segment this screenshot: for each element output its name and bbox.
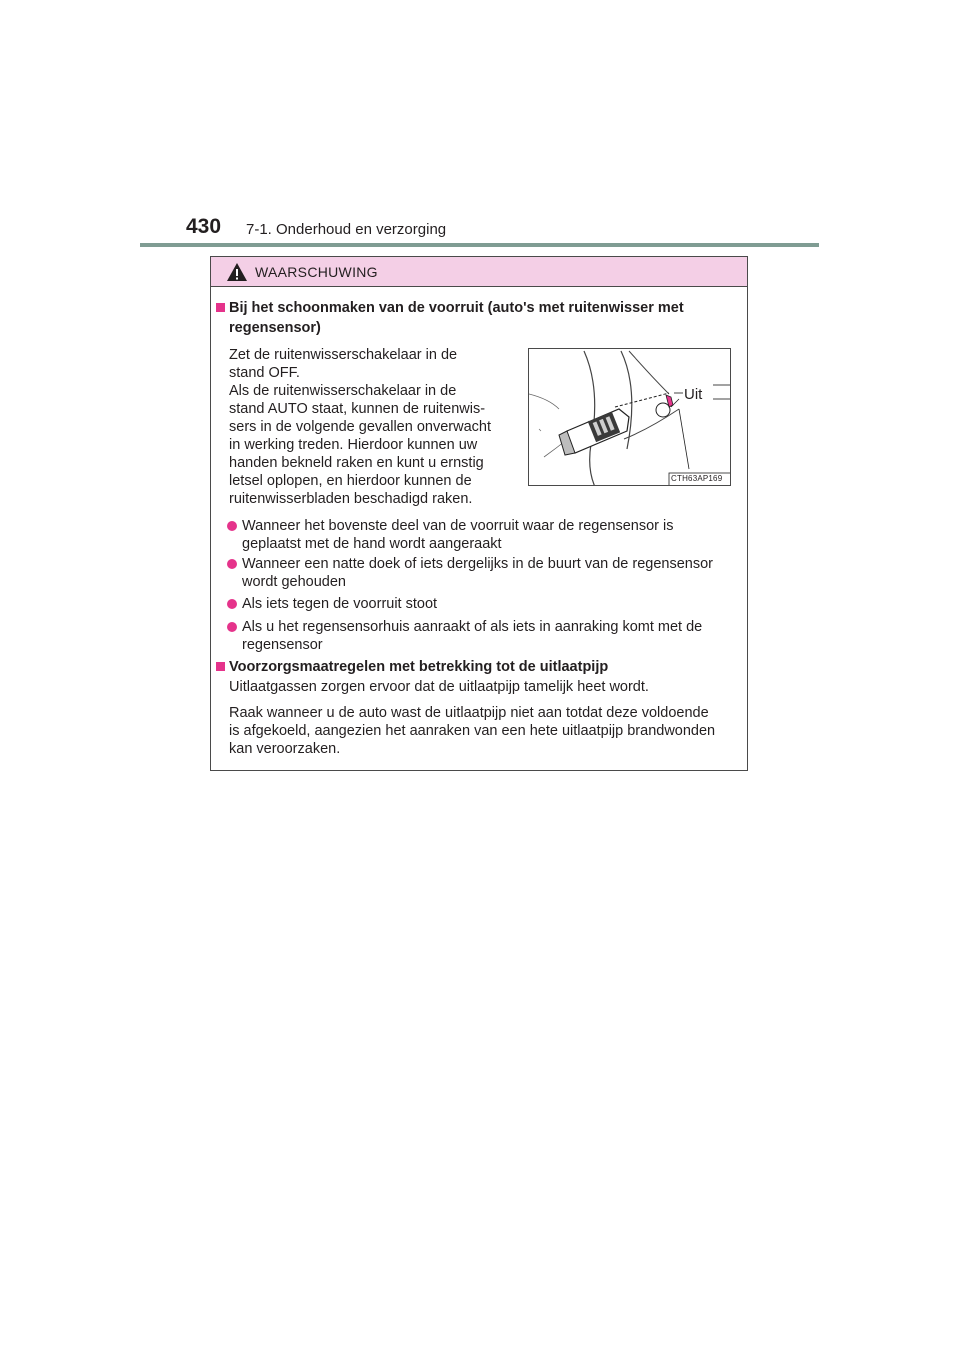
intro-line: Als de ruitenwisserschakelaar in de [229, 383, 457, 399]
intro-line: stand AUTO staat, kunnen de ruitenwis- [229, 401, 486, 417]
warning-title: WAARSCHUWING [255, 264, 378, 280]
intro-line: Zet de ruitenwisserschakelaar in de [229, 347, 458, 363]
warning-box [210, 256, 748, 771]
bullet-text-continued: regensensor [242, 637, 323, 653]
intro-line: in werking treden. Hierdoor kunnen uw [229, 437, 478, 453]
paragraph-line: Raak wanneer u de auto wast de uitlaatpijp niet aan totdat deze voldoende [229, 705, 709, 721]
intro-line: stand OFF. [229, 365, 300, 381]
figure-code: CTH63AP169 [671, 474, 723, 483]
section-heading: Bij het schoonmaken van de voorruit (auto's met ruitenwisser met [229, 300, 684, 316]
section-marker [216, 303, 225, 312]
paragraph-line: is afgekoeld, aangezien het aanraken van een hete uitlaatpijp brandwonden [229, 723, 716, 739]
bullet-icon [227, 521, 237, 531]
bullet-text: Wanneer een natte doek of iets dergelijks in de buurt van de regensensor [242, 556, 714, 572]
bullet-icon [227, 559, 237, 569]
intro-line: sers in de volgende gevallen onverwacht [229, 419, 491, 435]
section-heading: Voorzorgsmaatregelen met betrekking tot de uitlaatpijp [229, 659, 609, 675]
bullet-text-continued: wordt gehouden [242, 574, 346, 590]
intro-line: letsel oplopen, en hierdoor kunnen de [229, 473, 472, 489]
warning-triangle-icon [226, 262, 248, 282]
bullet-text: Als iets tegen de voorruit stoot [242, 596, 438, 612]
section-heading-continued: regensensor) [229, 320, 321, 336]
bullet-icon [227, 622, 237, 632]
bullet-text: Als u het regensensorhuis aanraakt of als iets in aanraking komt met de [242, 619, 703, 635]
section-marker [216, 662, 225, 671]
figure-label-off: Uit [684, 386, 703, 403]
bullet-text: Wanneer het bovenste deel van de voorruit waar de regensensor is [242, 518, 674, 534]
wiper-lever-drawing [529, 349, 731, 486]
warning-header [211, 257, 747, 287]
section-title: 7-1. Onderhoud en verzorging [246, 221, 447, 238]
paragraph: Uitlaatgassen zorgen ervoor dat de uitlaatpijp tamelijk heet wordt. [229, 679, 649, 695]
page-number: 430 [186, 215, 222, 238]
wiper-switch-illustration [528, 348, 731, 486]
bullet-text-continued: geplaatst met de hand wordt aangeraakt [242, 536, 502, 552]
paragraph-line: kan veroorzaken. [229, 741, 341, 757]
intro-line: ruitenwisserbladen beschadigd raken. [229, 491, 473, 507]
intro-line: handen bekneld raken en kunt u ernstig [229, 455, 484, 471]
bullet-icon [227, 599, 237, 609]
header-rule [140, 243, 819, 247]
